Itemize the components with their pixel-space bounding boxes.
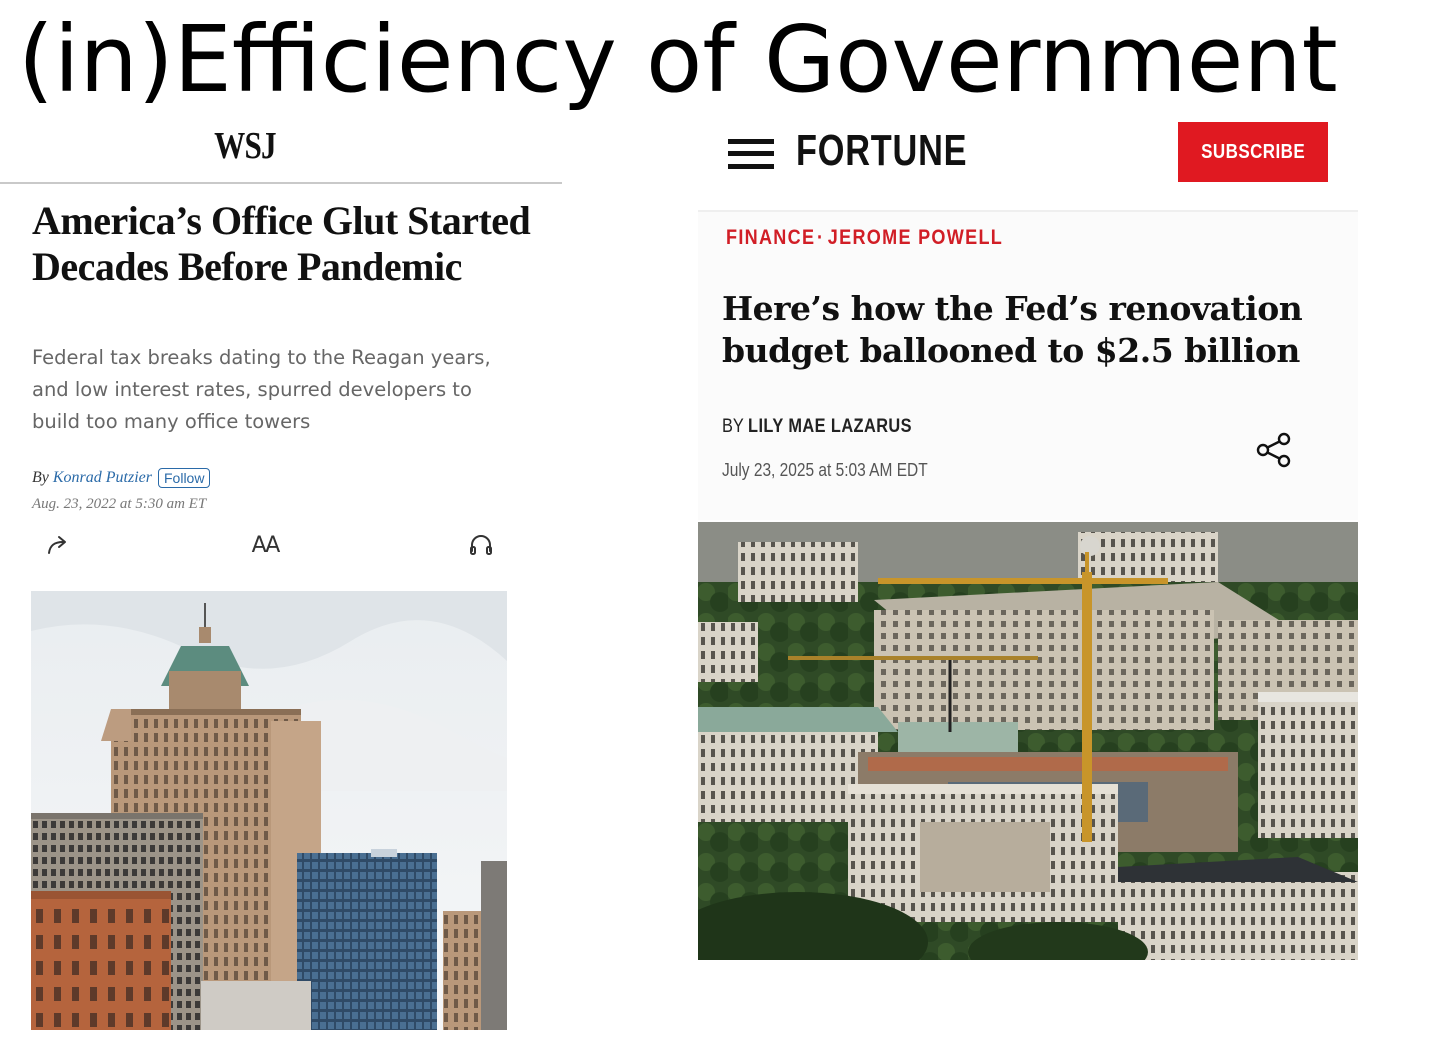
article-kicker: [726, 226, 1003, 250]
wsj-article-panel: [0, 112, 562, 1040]
fortune-logo[interactable]: FORTUNE: [796, 126, 968, 175]
wsj-byline: [32, 466, 210, 490]
kicker-section-link[interactable]: FINANCE: [726, 226, 816, 249]
wsj-summary: Federal tax breaks dating to the Reagan years, and low interest rates, spurred developers to build too many office towers: [32, 346, 491, 433]
share-arrow-icon[interactable]: [44, 530, 74, 560]
text-size-label: AA: [251, 532, 279, 558]
wsj-article-photo: [31, 591, 507, 1030]
page-title: (in)Efficiency of Government: [18, 6, 1338, 113]
fortune-publish-date: July 23, 2025 at 5:03 AM EDT: [722, 460, 928, 480]
fortune-byline-prefix: BY: [722, 416, 744, 437]
subscribe-label: SUBSCRIBE: [1201, 140, 1305, 163]
fortune-article-header: [698, 210, 1358, 520]
fortune-article-panel: [698, 112, 1358, 962]
wsj-publish-date: Aug. 23, 2022 at 5:30 am ET: [32, 496, 207, 512]
fortune-author-link[interactable]: LILY MAE LAZARUS: [748, 416, 912, 437]
headphones-icon[interactable]: [466, 530, 496, 560]
subscribe-button[interactable]: [1178, 122, 1328, 182]
kicker-topic-link[interactable]: JEROME POWELL: [827, 226, 1004, 249]
fortune-byline: [722, 416, 912, 438]
wsj-logo[interactable]: WSJ: [214, 125, 276, 167]
share-nodes-icon[interactable]: [1254, 430, 1294, 470]
wsj-author-link[interactable]: Konrad Putzier: [52, 469, 152, 486]
fortune-article-photo: [698, 522, 1358, 960]
fortune-headline: Here’s how the Fed’s renovation budget ballooned to $2.5 billion: [722, 289, 1303, 370]
wsj-follow-button[interactable]: Follow: [158, 468, 210, 488]
wsj-header-divider: [0, 182, 562, 184]
hamburger-menu-icon[interactable]: [728, 138, 774, 170]
wsj-headline: America’s Office Glut Started Decades Before Pandemic: [32, 198, 531, 289]
kicker-separator: ·: [817, 226, 825, 249]
wsj-byline-prefix: By: [32, 469, 49, 486]
text-size-button[interactable]: [250, 530, 280, 560]
